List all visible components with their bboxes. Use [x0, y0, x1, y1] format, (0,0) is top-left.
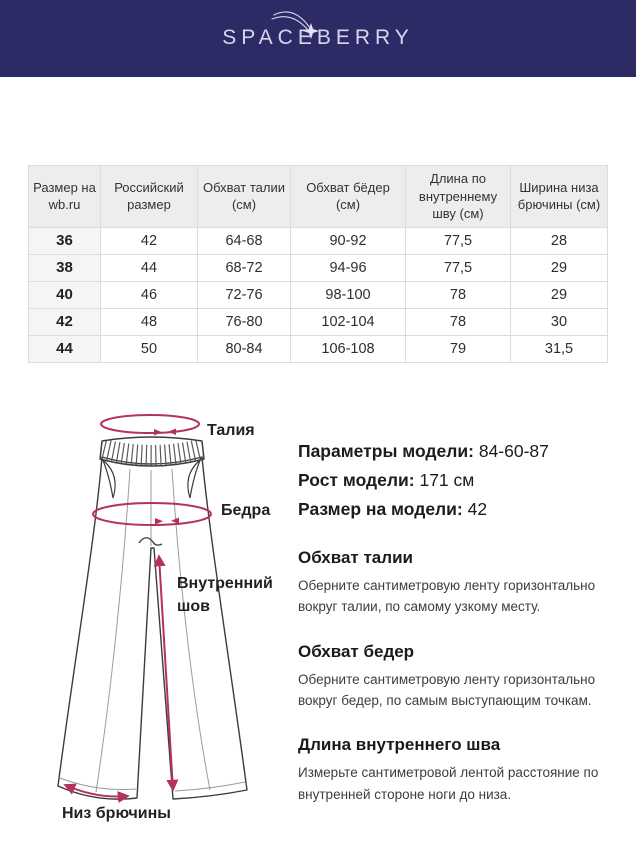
value-cell: 44 [101, 254, 198, 281]
model-info [298, 437, 612, 524]
model-size-line [298, 495, 612, 524]
value-cell: 29 [511, 281, 608, 308]
brand-logo: SPACEBERRY [222, 26, 414, 49]
size-table [28, 165, 608, 363]
model-height-value: 171 см [419, 470, 475, 490]
size-cell: 44 [29, 335, 101, 362]
value-cell: 48 [101, 308, 198, 335]
value-cell: 78 [406, 308, 511, 335]
value-cell: 80-84 [198, 335, 291, 362]
section-title: Обхват талии [298, 548, 413, 567]
value-cell: 77,5 [406, 227, 511, 254]
section-body: Оберните сантиметровую ленту горизонтально вокруг бедер, по самым выступающим точкам. [298, 671, 596, 708]
model-params-label: Параметры модели: [298, 441, 474, 461]
table-header-row [29, 166, 608, 228]
column-header: Размер на wb.ru [29, 166, 101, 228]
size-cell: 38 [29, 254, 101, 281]
model-params-value: 84-60-87 [478, 441, 549, 461]
table-row [29, 308, 608, 335]
model-size-value: 42 [467, 499, 488, 519]
table-row [29, 254, 608, 281]
column-header: Ширина низа брючины (см) [511, 166, 608, 228]
value-cell: 94-96 [291, 254, 406, 281]
value-cell: 64-68 [198, 227, 291, 254]
size-cell: 40 [29, 281, 101, 308]
section-title: Длина внутреннего шва [298, 735, 501, 755]
value-cell: 90-92 [291, 227, 406, 254]
waist-measure-line [101, 415, 199, 433]
value-cell: 106-108 [291, 335, 406, 362]
column-header: Российский размер [101, 166, 198, 228]
waist-label: Талия [207, 422, 255, 439]
value-cell: 31,5 [511, 335, 608, 362]
column-header: Обхват талии (см) [198, 166, 291, 228]
brand-header [0, 0, 636, 77]
value-cell: 77,5 [406, 254, 511, 281]
value-cell: 98-100 [291, 281, 406, 308]
value-cell: 78 [406, 281, 511, 308]
value-cell: 68-72 [198, 254, 291, 281]
column-header: Длина по внутреннему шву (см) [406, 166, 511, 228]
model-size-label: Размер на модели: [298, 499, 463, 519]
measure-section [298, 548, 612, 618]
model-height-line [298, 466, 612, 495]
value-cell: 102-104 [291, 308, 406, 335]
column-header: Обхват бёдер (см) [291, 166, 406, 228]
model-height-label: Рост модели: [298, 470, 415, 490]
value-cell: 46 [101, 281, 198, 308]
model-params-line [298, 437, 612, 466]
hips-label: Бедра [221, 502, 271, 519]
measurement-info-column [298, 437, 612, 805]
section-title: Обхват бедер [298, 641, 415, 661]
table-row [29, 281, 608, 308]
section-body: Оберните сантиметровую ленту горизонтально вокруг талии, по самому узкому месту. [298, 578, 596, 615]
table-row [29, 227, 608, 254]
measure-section [298, 735, 612, 805]
value-cell: 29 [511, 254, 608, 281]
value-cell: 76-80 [198, 308, 291, 335]
size-cell: 36 [29, 227, 101, 254]
inseam-label: Внутренний шов [177, 575, 273, 616]
hem-label: Низ брючины [62, 805, 171, 822]
value-cell: 30 [511, 308, 608, 335]
value-cell: 28 [511, 227, 608, 254]
value-cell: 50 [101, 335, 198, 362]
pants-diagram [25, 400, 290, 840]
table-row [29, 335, 608, 362]
section-body: Измерьте сантиметровой лентой расстояние по внутренней стороне ноги до низа. [298, 765, 599, 802]
size-cell: 42 [29, 308, 101, 335]
value-cell: 42 [101, 227, 198, 254]
value-cell: 79 [406, 335, 511, 362]
measure-sections [298, 548, 612, 805]
measure-section [298, 642, 612, 712]
value-cell: 72-76 [198, 281, 291, 308]
